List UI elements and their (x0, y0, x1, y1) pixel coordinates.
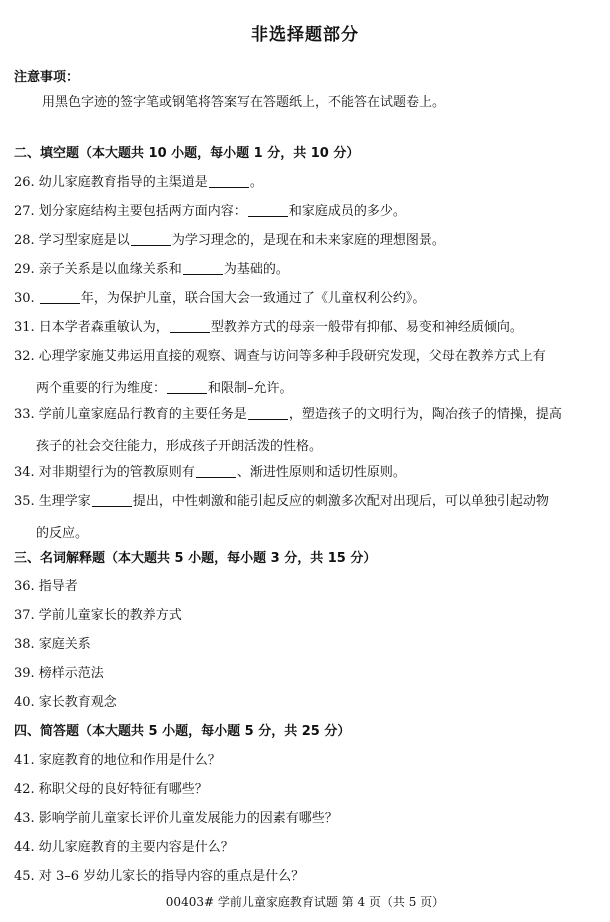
answer-blank (167, 380, 207, 394)
question-text: 型教养方式的母亲一般带有抑郁、易变和神经质倾向。 (210, 320, 523, 335)
question-text: 29. 亲子关系是以血缘关系和 (14, 262, 182, 277)
answer-blank (92, 493, 132, 507)
answer-blank (196, 464, 236, 478)
answer-blank (170, 319, 210, 333)
question-continuation (14, 377, 598, 396)
question-27 (14, 200, 598, 219)
question-text: ，塑造孩子的文明行为，陶冶孩子的情操，提高 (288, 407, 562, 422)
question-text: 年，为保护儿童，联合国大会一致通过了《儿童权利公约》。 (80, 291, 426, 306)
section-heading-short-answer: 四、简答题（本大题共 5 小题，每小题 5 分，共 25 分） (14, 724, 351, 739)
question-38: 38. 家庭关系 (14, 637, 91, 652)
notice-heading: 注意事项： (14, 70, 80, 85)
question-39: 39. 榜样示范法 (14, 666, 104, 681)
question-34 (14, 461, 598, 480)
question-text: 。 (249, 175, 263, 190)
question-43: 43. 影响学前儿童家长评价儿童发展能力的因素有哪些？ (14, 811, 338, 826)
question-31 (14, 316, 598, 335)
section-heading-terms: 三、名词解释题（本大题共 5 小题，每小题 3 分，共 15 分） (14, 551, 377, 566)
question-30 (14, 287, 598, 306)
answer-blank (248, 203, 288, 217)
question-44: 44. 幼儿家庭教育的主要内容是什么？ (14, 840, 234, 855)
question-text: 提出，中性刺激和能引起反应的刺激多次配对出现后，可以单独引起动物 (132, 494, 549, 509)
answer-blank (131, 232, 171, 246)
question-45: 45. 对 3–6 岁幼儿家长的指导内容的重点是什么？ (14, 869, 305, 884)
question-text: 、渐进性原则和适切性原则。 (236, 465, 406, 480)
question-text: 孩子的社会交往能力，形成孩子开朗活泼的性格。 (36, 439, 323, 454)
question-text: 为基础的。 (223, 262, 289, 277)
question-text: 两个重要的行为维度： (36, 381, 167, 396)
question-40: 40. 家长教育观念 (14, 695, 117, 710)
answer-blank (209, 174, 249, 188)
question-26 (14, 171, 598, 190)
question-text: 33. 学前儿童家庭品行教育的主要任务是 (14, 407, 247, 422)
notice-text: 用黑色字迹的签字笔或钢笔将答案写在答题纸上，不能答在试题卷上。 (42, 95, 446, 110)
page-footer: 00403# 学前儿童家庭教育试题 第 4 页（共 5 页） (165, 895, 445, 909)
question-text: 和限制–允许。 (208, 381, 293, 396)
question-text: 为学习理念的，是现在和未来家庭的理想图景。 (171, 233, 445, 248)
question-text: 30. (14, 291, 35, 306)
answer-blank (183, 261, 223, 275)
question-text: 27. 划分家庭结构主要包括两方面内容： (14, 204, 247, 219)
question-text: 35. 生理学家 (14, 494, 91, 509)
question-42: 42. 称职父母的良好特征有哪些？ (14, 782, 208, 797)
question-32 (14, 345, 598, 396)
question-text: 26. 幼儿家庭教育指导的主渠道是 (14, 175, 208, 190)
page-title: 非选择题部分 (251, 25, 359, 45)
question-text: 34. 对非期望行为的管教原则有 (14, 465, 195, 480)
question-35 (14, 490, 598, 541)
section-heading-fill-blank: 二、填空题（本大题共 10 小题，每小题 1 分，共 10 分） (14, 146, 360, 161)
question-text: 28. 学习型家庭是以 (14, 233, 130, 248)
question-text: 32. 心理学家施艾弗运用直接的观察、调查与访问等多种手段研究发现，父母在教养方式上有 (14, 349, 546, 364)
question-37: 37. 学前儿童家长的教养方式 (14, 608, 182, 623)
question-text: 和家庭成员的多少。 (288, 204, 406, 219)
question-28 (14, 229, 598, 248)
question-text: 的反应。 (36, 526, 89, 541)
answer-blank (248, 406, 288, 420)
answer-blank (40, 290, 80, 304)
question-41: 41. 家庭教育的地位和作用是什么？ (14, 753, 221, 768)
question-29 (14, 258, 598, 277)
question-text: 31. 日本学者森重敏认为， (14, 320, 169, 335)
question-33 (14, 403, 598, 454)
question-36: 36. 指导者 (14, 579, 78, 594)
